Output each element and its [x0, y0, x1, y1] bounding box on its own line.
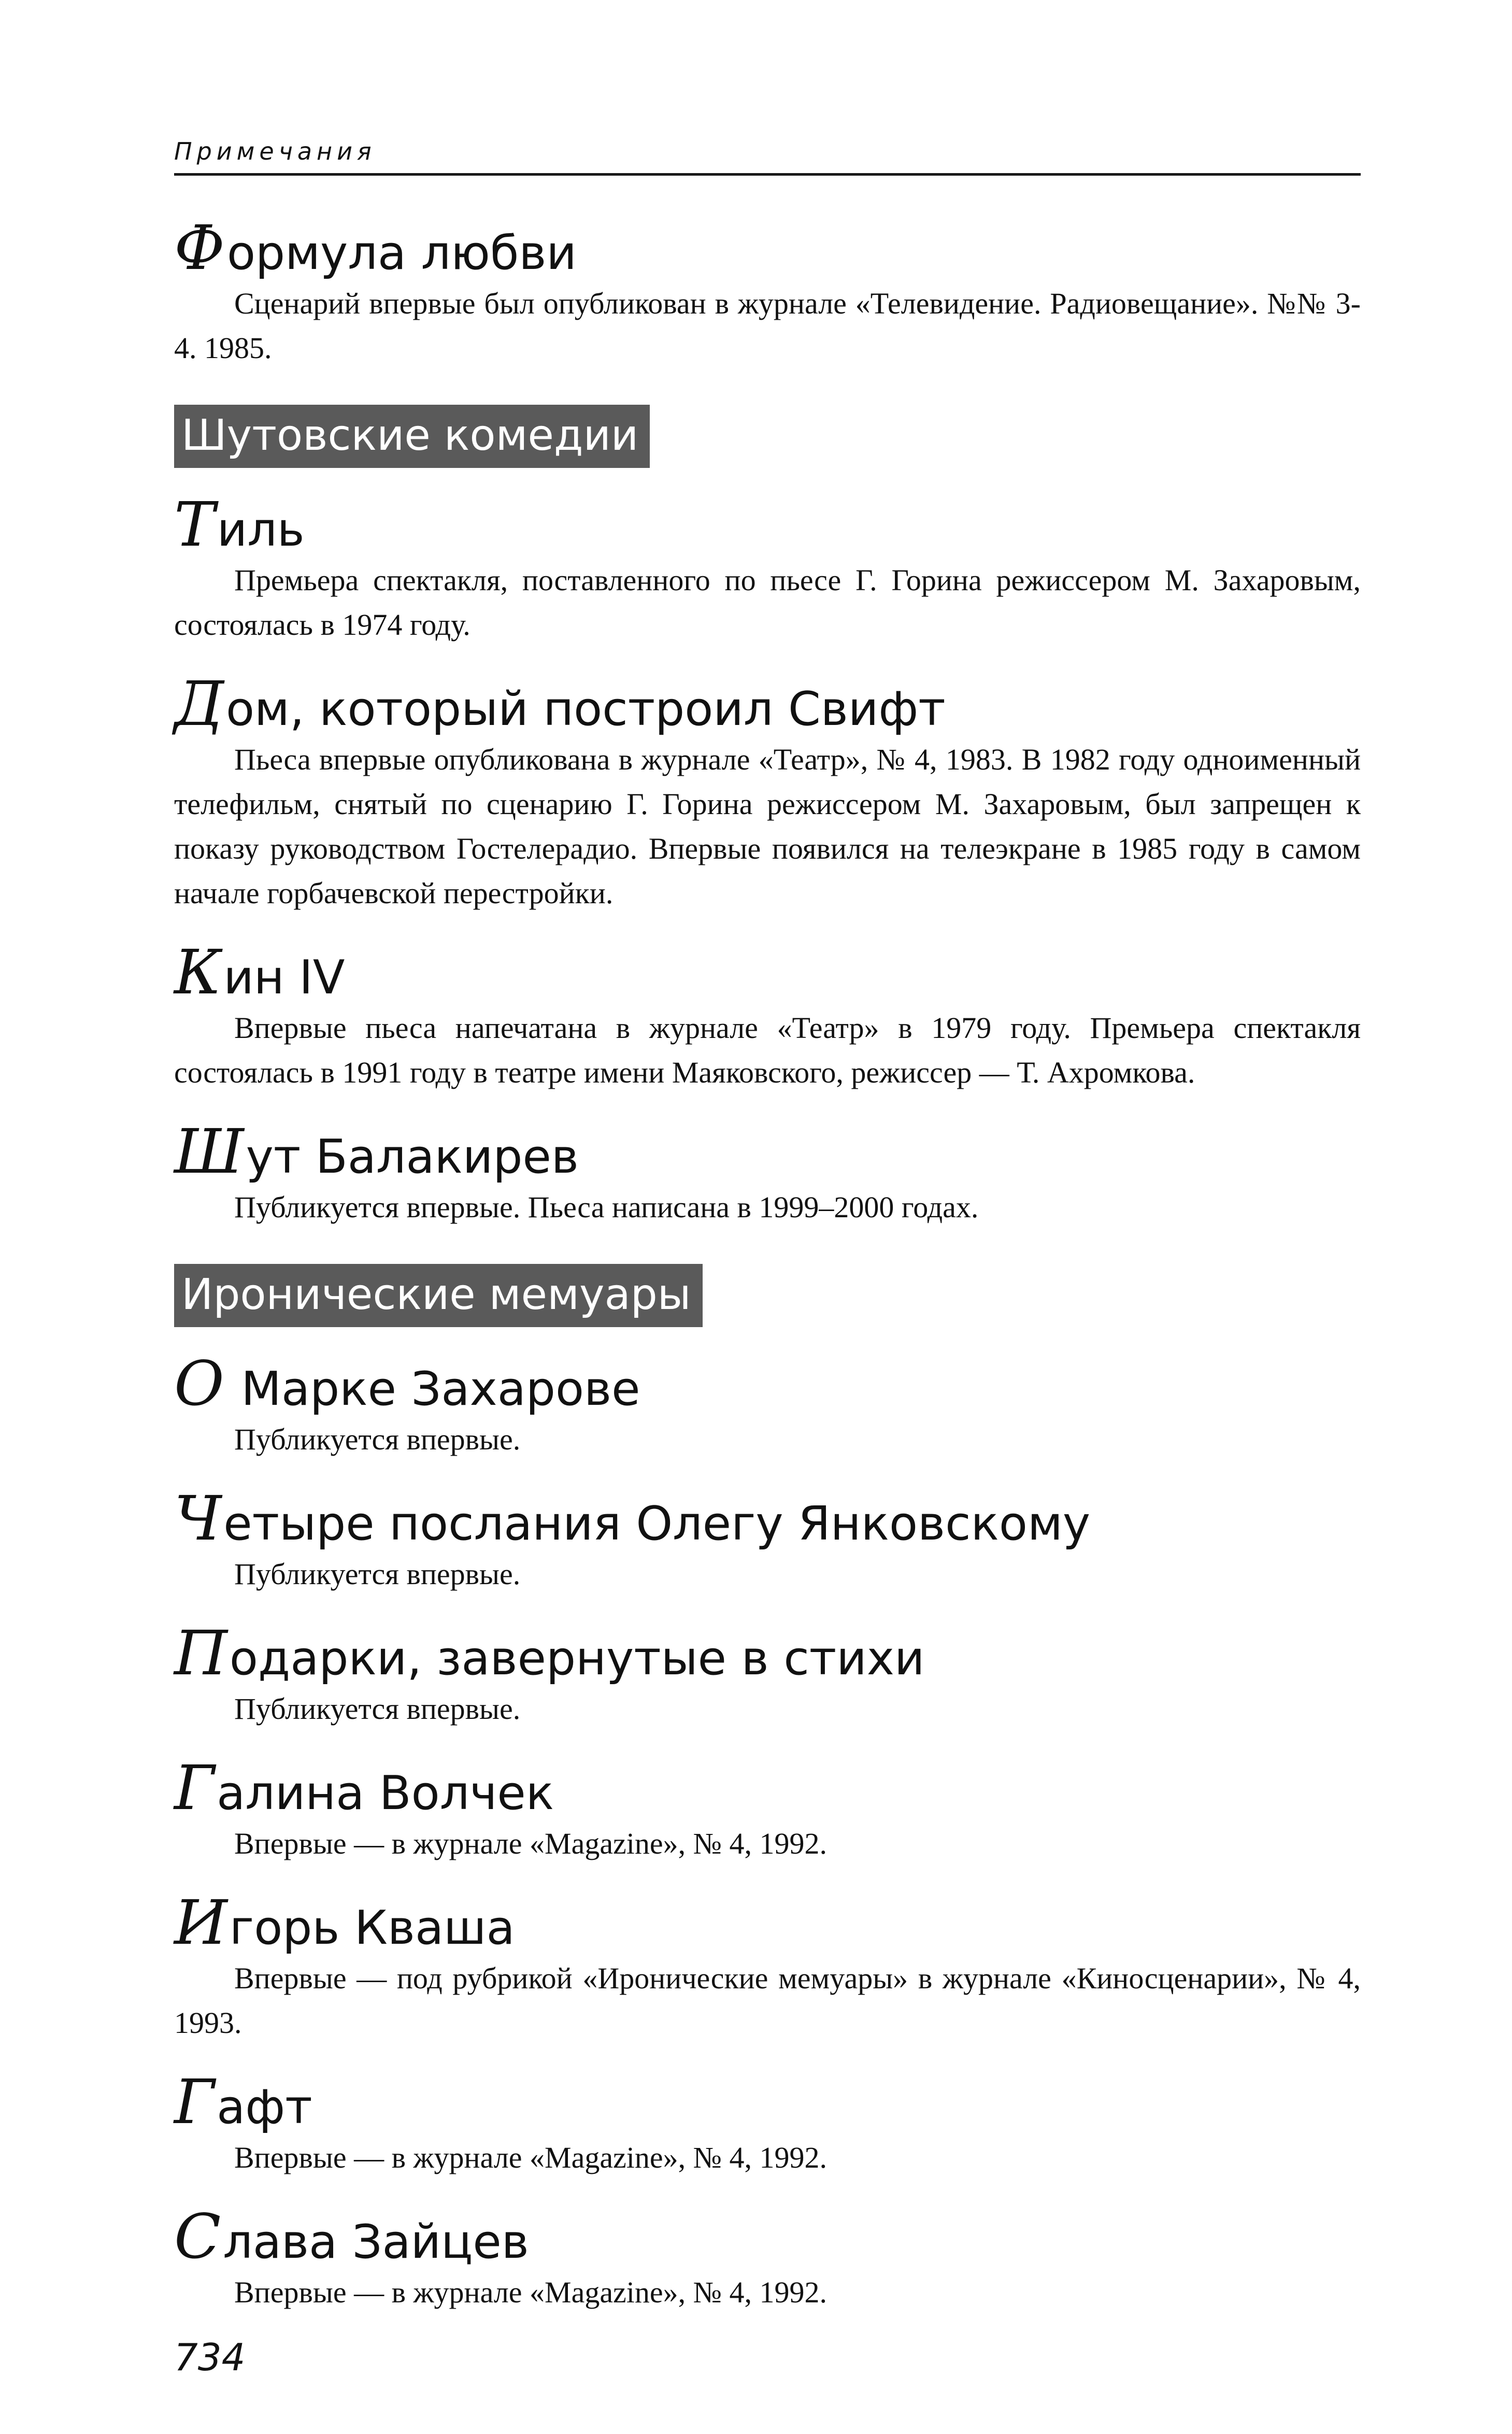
decorative-initial: Ш [174, 1116, 244, 1187]
entry-title-text: лава Зайцев [223, 2215, 529, 2269]
note-entry [174, 212, 1361, 371]
entry-note: Премьера спектакля, поставленного по пьесе Г. Горина режиссером М. Захаровым, состоялась в 1974 году. [174, 563, 1361, 642]
entry-note: Впервые — в журнале «Magazine», № 4, 1992. [234, 2275, 827, 2309]
decorative-initial: Т [174, 489, 215, 560]
note-entry [174, 1887, 1361, 2045]
notes-group-intro [174, 212, 1361, 371]
section-heading-wrap [174, 371, 1361, 468]
note-entry [174, 1752, 1361, 1866]
entry-note: Впервые — в журнале «Magazine», № 4, 1992. [234, 1827, 827, 1860]
entry-title [174, 1887, 1361, 1958]
decorative-initial: С [174, 2201, 221, 2272]
note-entry [174, 936, 1361, 1095]
entry-title [174, 1348, 1361, 1419]
entry-title [174, 1483, 1361, 1554]
entry-title-text: одарки, завернутые в стихи [229, 1631, 925, 1686]
entry-title-text: ормула любви [226, 226, 577, 280]
decorative-initial: Г [174, 2066, 215, 2138]
entry-title [174, 1617, 1361, 1689]
decorative-initial: К [174, 936, 222, 1008]
entry-note: Сценарий впервые был опубликован в журнале «Телевидение. Радиовещание». №№ 3-4. 1985. [174, 287, 1361, 365]
entry-note: Впервые — в журнале «Magazine», № 4, 1992. [234, 2141, 827, 2174]
book-page [174, 136, 1361, 2379]
entry-title-text: иль [217, 503, 305, 557]
section-heading-jester-comedies: Шутовские комедии [174, 405, 650, 468]
entry-note: Публикуется впервые. Пьеса написана в 1999–2000 годах. [234, 1190, 979, 1224]
note-entry [174, 2066, 1361, 2180]
page-number: 734 [174, 2336, 246, 2379]
note-entry [174, 1116, 1361, 1230]
decorative-initial: Г [174, 1752, 215, 1824]
note-entry [174, 668, 1361, 916]
entry-title [174, 668, 1361, 739]
entry-title [174, 212, 1361, 283]
entry-title [174, 489, 1361, 560]
entry-note: Впервые — под рубрикой «Иронические мемуары» в журнале «Киносценарии», № 4, 1993. [174, 1961, 1361, 2040]
entry-note: Публикуется впервые. [234, 1692, 521, 1726]
decorative-initial: Ф [174, 212, 225, 283]
entry-title-text: афт [217, 2080, 312, 2134]
entry-title-text: ом, который построил Свифт [225, 682, 946, 736]
entry-title [174, 1752, 1361, 1824]
note-entry [174, 1348, 1361, 1462]
entry-title-text: Марке Захарове [226, 1362, 640, 1416]
entry-title [174, 1116, 1361, 1187]
notes-group-ironic-memoirs [174, 1348, 1361, 2315]
running-head: Примечания [174, 137, 376, 165]
decorative-initial: П [174, 1617, 227, 1689]
entry-title [174, 2066, 1361, 2138]
section-heading-ironic-memoirs: Иронические мемуары [174, 1264, 703, 1327]
note-entry [174, 1617, 1361, 1731]
entry-note: Пьеса впервые опубликована в журнале «Театр», № 4, 1983. В 1982 году одноименный телефильм, снятый по сценарию Г. Горина режиссером М. Захаровым, был запрещен к показу руководством Гостелерадио. Впервые появился на телеэкране в 1985 году в самом начале горбачевской перестройки. [174, 743, 1361, 910]
note-entry [174, 489, 1361, 647]
section-heading-wrap [174, 1230, 1361, 1327]
note-entry [174, 2201, 1361, 2315]
entry-note: Публикуется впервые. [234, 1557, 521, 1591]
entry-title-text: ут Балакирев [246, 1130, 579, 1184]
entry-note: Впервые пьеса напечатана в журнале «Театр» в 1979 году. Премьера спектакля состоялась в 1991 году в театре имени Маяковского, режиссер — Т. Ахромкова. [174, 1011, 1361, 1089]
header-rule [174, 173, 1361, 176]
decorative-initial: Д [174, 668, 224, 739]
entry-title [174, 936, 1361, 1008]
decorative-initial: И [174, 1887, 227, 1958]
decorative-initial: Ч [174, 1483, 222, 1554]
entry-title-text: горь Кваша [229, 1901, 515, 1955]
entry-title-text: ин IV [223, 950, 345, 1005]
entry-note: Публикуется впервые. [234, 1422, 521, 1456]
entry-title-text: етыре послания Олегу Янковскому [223, 1497, 1091, 1551]
entry-title-text: алина Волчек [217, 1766, 554, 1820]
note-entry [174, 1483, 1361, 1597]
decorative-initial: О [174, 1348, 224, 1419]
entry-title [174, 2201, 1361, 2272]
notes-group-jester-comedies [174, 489, 1361, 1230]
